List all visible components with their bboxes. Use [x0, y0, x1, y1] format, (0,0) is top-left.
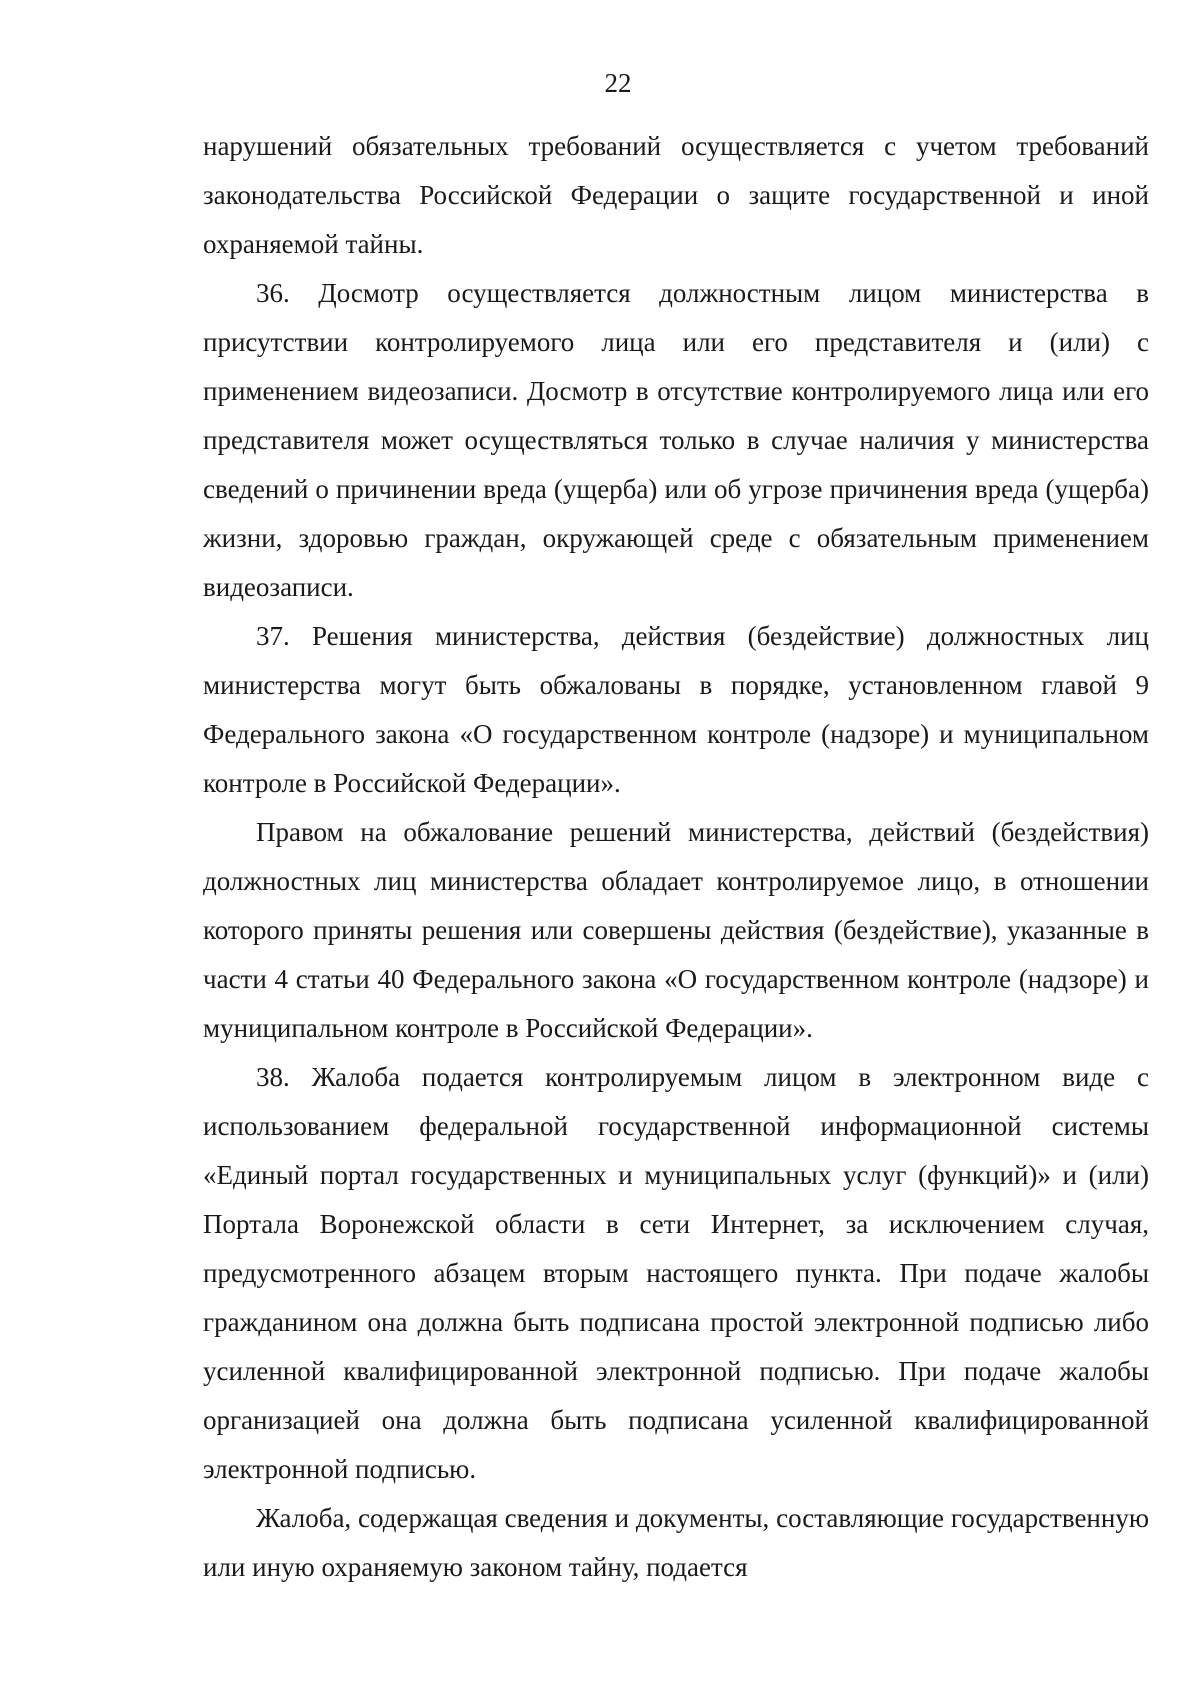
document-body [203, 122, 1149, 1592]
paragraph-37: 37. Решения министерства, действия (бездействие) должностных лиц министерства могут быть обжалованы в порядке, установленном главой 9 Федерального закона «О государственном контроле (надзоре) и муниципальном контроле в Российской Федерации». [203, 621, 1149, 798]
paragraph-38-secret-complaint: Жалоба, содержащая сведения и документы, составляющие государственную или иную охраняемую законом тайну, подается [203, 1503, 1149, 1582]
paragraph-continuation: нарушений обязательных требований осуществляется с учетом требований законодательства Российской Федерации о защите государственной и иной охраняемой тайны. [203, 131, 1149, 259]
paragraph-37-appeal-right: Правом на обжалование решений министерства, действий (бездействия) должностных лиц министерства обладает контролируемое лицо, в отношении которого приняты решения или совершены действия (бездействие), указанные в части 4 статьи 40 Федерального закона «О государственном контроле (надзоре) и муниципальном контроле в Российской Федерации». [203, 817, 1149, 1043]
paragraph-36: 36. Досмотр осуществляется должностным лицом министерства в присутствии контролируемого лица или его представителя и (или) с применением видеозаписи. Досмотр в отсутствие контролируемого лица или его представителя может осуществляться только в случае наличия у министерства сведений о причинении вреда (ущерба) или об угрозе причинения вреда (ущерба) жизни, здоровью граждан, окружающей среде с обязательным применением видеозаписи. [203, 278, 1149, 602]
paragraph-38: 38. Жалоба подается контролируемым лицом в электронном виде с использованием федеральной государственной информационной системы «Единый портал государственных и муниципальных услуг (функций)» и (или) Портала Воронежской области в сети Интернет, за исключением случая, предусмотренного абзацем вторым настоящего пункта. При подаче жалобы гражданином она должна быть подписана простой электронной подписью либо усиленной квалифицированной электронной подписью. При подаче жалобы организацией она должна быть подписана усиленной квалифицированной электронной подписью. [203, 1062, 1149, 1484]
page-number: 22 [604, 68, 632, 98]
